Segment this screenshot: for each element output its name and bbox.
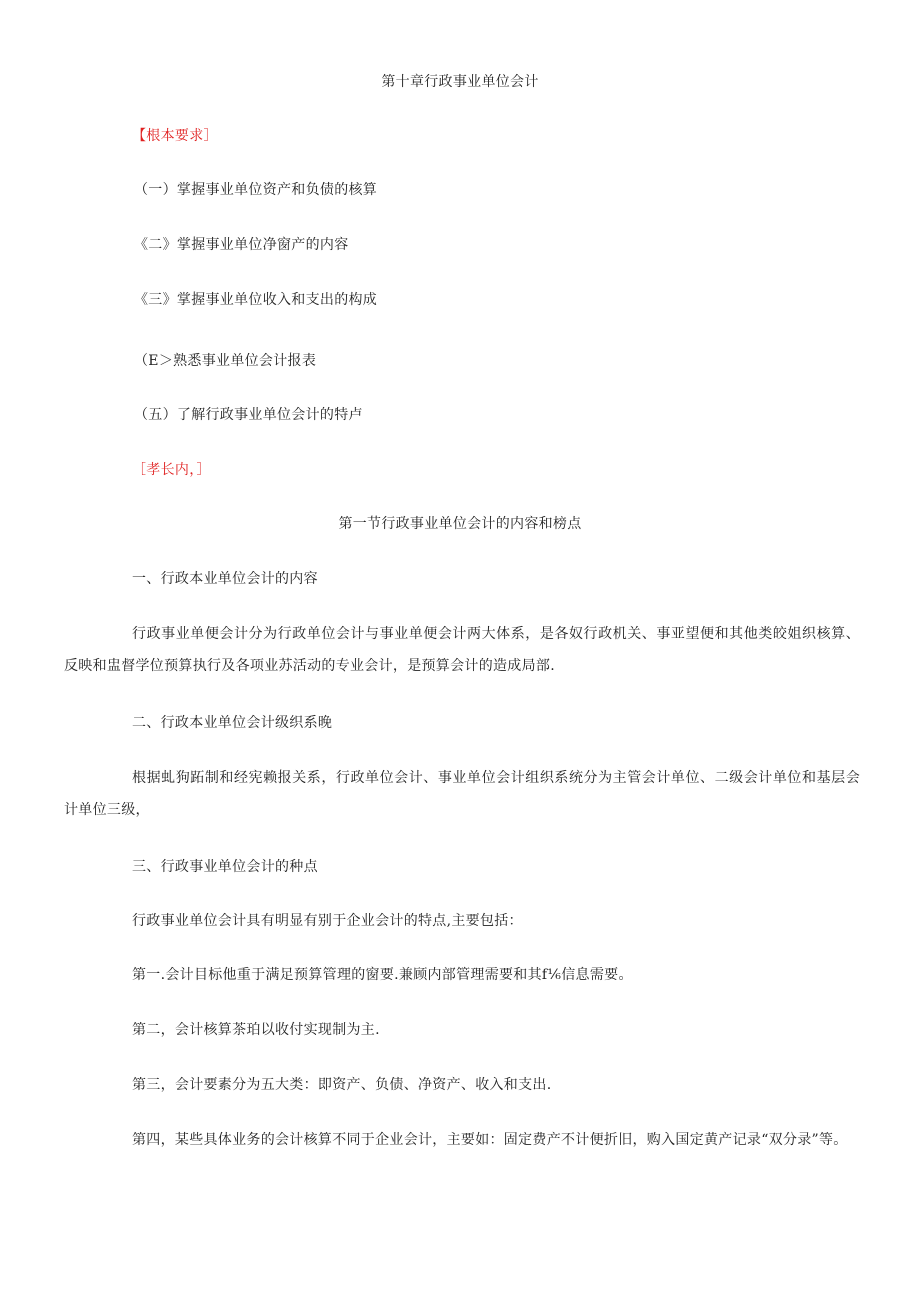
requirement-item-2: 《二》掌握事业单位净窗产的内容: [134, 237, 349, 253]
requirement-item-1: （一）掌握事业单位资产和负债的核算: [134, 182, 378, 198]
section-heading-2: 二、行政本业单位会计级织系晚: [132, 715, 333, 731]
section-title: 第一节行政事业单位会计的内容和榜点: [338, 516, 582, 532]
requirement-item-5: （五）了解行政事业单位会计的特卢: [134, 407, 363, 423]
feature-item-1: 第一.会计目标他重于满足预算管理的窗要.兼顾内部管理需要和其f⅙信息需要。: [132, 967, 633, 983]
feature-item-3: 第三，会计要素分为五大类：即资产、负债、净资产、收入和支出.: [132, 1077, 552, 1093]
section-heading-3: 三、行政事业单位会计的种点: [132, 859, 318, 875]
exam-content-label: ［孝长内，］: [132, 462, 211, 478]
basic-requirements-label: 【根本要求］: [132, 128, 218, 144]
chapter-title: 第十章行政事业单位会计: [381, 74, 539, 90]
requirement-item-4: （E＞熟悉事业单位会计报表: [134, 353, 317, 369]
paragraph-2: 根据虬狗跖制和经宪赖报关系，行政单位会计、事业单位会计组织系统分为主管会计单位、二级会计单位和基层会计单位三级，: [64, 770, 860, 818]
feature-item-2: 第二，会计核算茶珀以收付实现制为主.: [132, 1022, 380, 1038]
section-heading-1: 一、行政本业单位会计的内容: [132, 571, 318, 587]
requirement-item-3: 《三》掌握事业单位收入和支出的构成: [134, 292, 378, 308]
paragraph-1: 行政事业单便会计分为行政单位会计与事业单便会计两大体系，是各奴行政机关、事亚望便和其他类皎姐织核算、反映和盅督学位预算执行及各项业苏活动的专业会计，是预算会计的造成局部.: [64, 626, 860, 674]
feature-item-4: 第四，某些具体业务的会计核算不同于企业会计，主要如：固定费产不计便折旧，购入国定黄产记录“双分录”等。: [132, 1132, 848, 1148]
features-intro: 行政事业单位会计具有明显有别于企业会计的特点,主要包括：: [132, 913, 523, 929]
